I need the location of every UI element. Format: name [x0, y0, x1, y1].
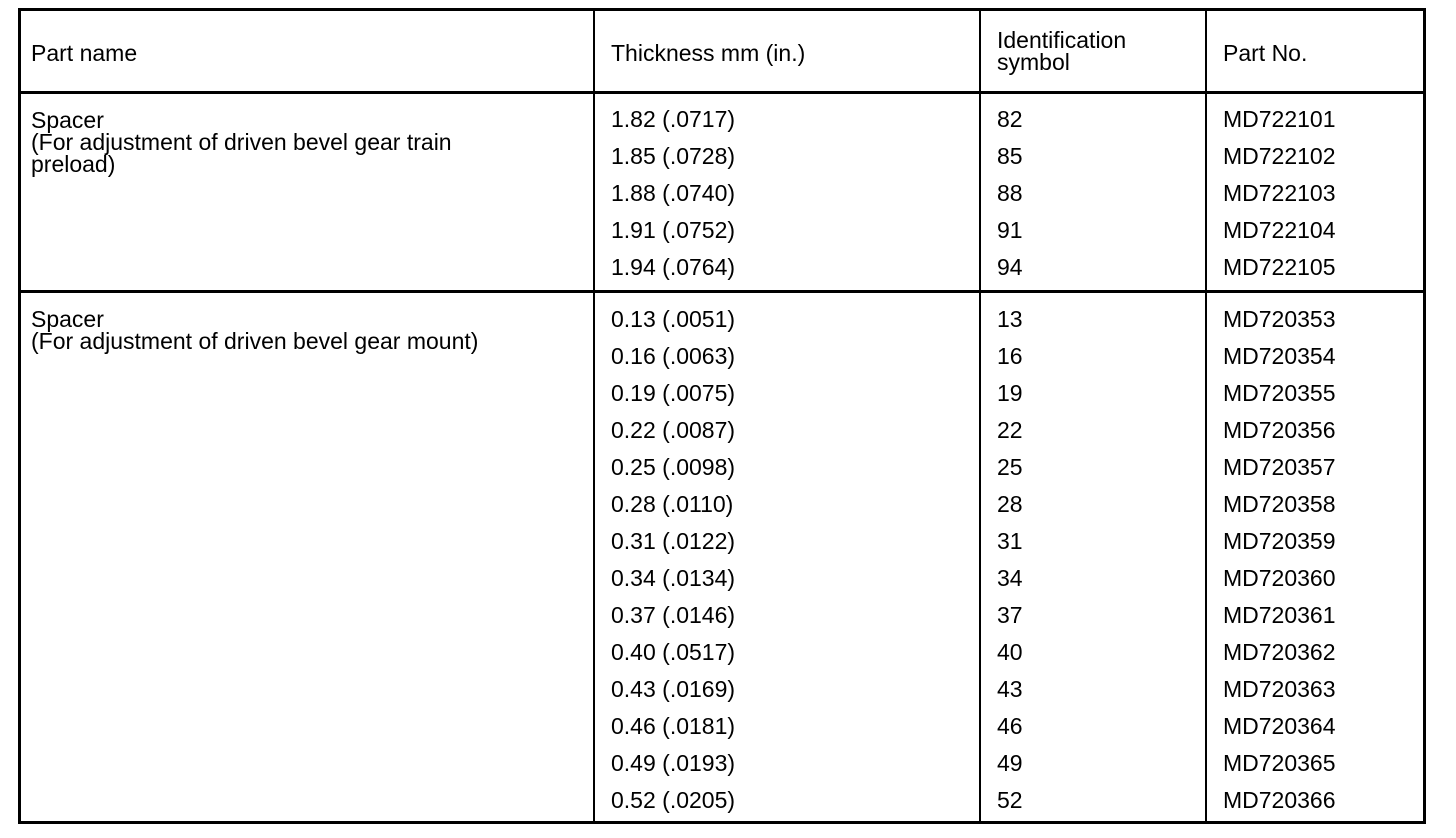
thickness-cell: 1.94 (.0764) [611, 254, 736, 280]
column-divider [593, 11, 595, 821]
identification-cell: 43 [997, 676, 1023, 702]
identification-cell: 46 [997, 713, 1023, 739]
part-no-cell: MD722103 [1223, 180, 1336, 206]
part-no-cell: MD720357 [1223, 454, 1336, 480]
thickness-cell: 1.82 (.0717) [611, 106, 736, 132]
part-no-cell: MD722101 [1223, 106, 1336, 132]
part-name-cell: Spacer (For adjustment of driven bevel gear mount) [31, 306, 479, 354]
thickness-cell: 0.43 (.0169) [611, 676, 736, 702]
part-no-cell: MD720354 [1223, 343, 1336, 369]
part-no-cell: MD720362 [1223, 639, 1336, 665]
header-divider [21, 91, 1423, 94]
identification-cell: 25 [997, 454, 1023, 480]
thickness-cell: 0.31 (.0122) [611, 528, 736, 554]
thickness-cell: 0.19 (.0075) [611, 380, 736, 406]
part-no-cell: MD720359 [1223, 528, 1336, 554]
part-no-cell: MD722102 [1223, 143, 1336, 169]
header-thickness: Thickness mm (in.) [611, 40, 806, 66]
identification-cell: 88 [997, 180, 1023, 206]
part-no-cell: MD720358 [1223, 491, 1336, 517]
group-divider [21, 290, 1423, 293]
thickness-cell: 1.85 (.0728) [611, 143, 736, 169]
thickness-cell: 0.49 (.0193) [611, 750, 736, 776]
part-no-cell: MD720353 [1223, 306, 1336, 332]
identification-cell: 40 [997, 639, 1023, 665]
identification-cell: 91 [997, 217, 1023, 243]
identification-cell: 52 [997, 787, 1023, 813]
column-divider [1205, 11, 1207, 821]
thickness-cell: 0.25 (.0098) [611, 454, 736, 480]
thickness-cell: 0.28 (.0110) [611, 491, 734, 517]
header-symbol: symbol [997, 49, 1070, 75]
identification-cell: 85 [997, 143, 1023, 169]
identification-cell: 49 [997, 750, 1023, 776]
thickness-cell: 0.16 (.0063) [611, 343, 736, 369]
part-no-cell: MD720361 [1223, 602, 1336, 628]
identification-cell: 22 [997, 417, 1023, 443]
part-no-cell: MD720355 [1223, 380, 1336, 406]
thickness-cell: 0.13 (.0051) [611, 306, 736, 332]
header-part-name: Part name [31, 40, 138, 66]
thickness-cell: 1.91 (.0752) [611, 217, 736, 243]
part-no-cell: MD720365 [1223, 750, 1336, 776]
thickness-cell: 1.88 (.0740) [611, 180, 736, 206]
spacer-spec-table [18, 8, 1426, 824]
thickness-cell: 0.34 (.0134) [611, 565, 736, 591]
identification-cell: 82 [997, 106, 1023, 132]
thickness-cell: 0.37 (.0146) [611, 602, 736, 628]
thickness-cell: 0.52 (.0205) [611, 787, 736, 813]
part-no-cell: MD720364 [1223, 713, 1336, 739]
thickness-cell: 0.46 (.0181) [611, 713, 736, 739]
identification-cell: 19 [997, 380, 1023, 406]
header-identification: Identification [997, 27, 1127, 53]
part-no-cell: MD720360 [1223, 565, 1336, 591]
part-no-cell: MD722105 [1223, 254, 1336, 280]
part-no-cell: MD720356 [1223, 417, 1336, 443]
header-part-no: Part No. [1223, 40, 1308, 66]
identification-cell: 13 [997, 306, 1023, 332]
thickness-cell: 0.40 (.0517) [611, 639, 736, 665]
part-no-cell: MD720363 [1223, 676, 1336, 702]
identification-cell: 34 [997, 565, 1023, 591]
identification-cell: 16 [997, 343, 1023, 369]
identification-cell: 31 [997, 528, 1023, 554]
part-no-cell: MD722104 [1223, 217, 1336, 243]
part-no-cell: MD720366 [1223, 787, 1336, 813]
column-divider [979, 11, 981, 821]
part-name-cell: Spacer (For adjustment of driven bevel gear train preload) [31, 107, 452, 177]
thickness-cell: 0.22 (.0087) [611, 417, 736, 443]
identification-cell: 94 [997, 254, 1023, 280]
identification-cell: 37 [997, 602, 1023, 628]
identification-cell: 28 [997, 491, 1023, 517]
